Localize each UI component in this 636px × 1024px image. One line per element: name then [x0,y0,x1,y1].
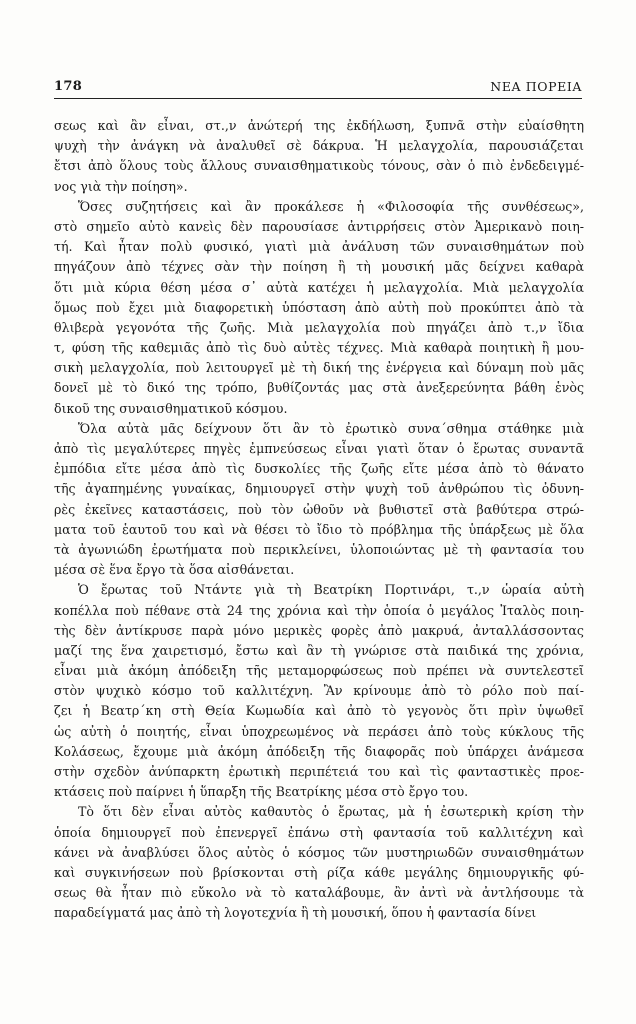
text-line: Ὅλα αὐτὰ μᾶς δείχνουν ὅτι ἂν τὸ ἐρωτικὸ συνα΄σθημα στάθηκε μιὰ [78,420,584,436]
text-line: νος γιὰ τὴν ποίηση». [54,178,188,194]
text-line: σεως θὰ ἦταν πιὸ εὔκολο νὰ τὸ καταλάβουμε, ἂν ἀντὶ νὰ ἀντλήσουμε τὰ [54,885,584,901]
text-line: σεως καὶ ἂν εἶναι, στ.,ν ἀνώτερή της ἐκδήλωση, ξυπνᾶ στὴν εὐαίσθητη [54,118,584,133]
text-line: εἶναι μιὰ ἀκόμη ἀπόδειξη τῆς μεταμορφώσεως ποὺ πρέπει νὰ συντελεστεῖ [54,663,584,679]
page-number: 178 [54,79,83,94]
text-line: στὸ σημεῖο αὐτὸ κανεὶς δὲν παρουσίασε ἀντιρρήσεις στὸν Ἀμερικανὸ ποιη- [54,218,584,234]
text-line: στὴν σχεδὸν ἀνύπαρκτη ἐρωτικὴ περιπέτειά του καὶ τὶς φανταστικὲς προε- [54,764,584,779]
text-line: δικοῦ της συναισθηματικοῦ κόσμου. [54,400,288,416]
text-line: ἐμπόδια εἴτε μέσα ἀπὸ τὶς δυσκολίες τῆς ζωῆς εἴτε μέσα ἀπὸ τὸ θάνατο [54,461,584,477]
text-line: δονεῖ μὲ τὸ δικό της τρόπο, βυθίζοντάς μας στὰ ἀνεξερεύνητα βάθη ἑνὸς [54,380,584,396]
paragraph [54,802,584,923]
text-line: κάνει νὰ ἀναβλύσει ὅλος αὐτὸς ὁ κόσμος τῶν μυστηριωδῶν συναισθημάτων [54,844,584,860]
running-title: ΝΕΑ ΠΟΡΕΙΑ [490,79,582,94]
text-line: παραδείγματά μας ἀπὸ τὴ λογοτεχνία ἢ τὴ μουσική, ὅπου ἡ φαντασία δίνει [54,905,537,921]
text-line: καὶ συγκινήσεων ποὺ βρίσκονται στὴ ρίζα κάθε μεγάλης δημιουργικῆς φύ- [54,864,584,880]
text-line: κοπέλλα ποὺ πέθανε στὰ 24 της χρόνια καὶ τὴν ὁποία ὁ μεγάλος Ἰταλὸς ποιη- [54,602,584,618]
text-line: Ὅσες συζητήσεις καὶ ἂν προκάλεσε ἡ «Φιλοσοφία τῆς συνθέσεως», [78,198,584,214]
paragraph [54,419,584,581]
text-line: μαζί της ἕνα χαιρετισμό, ἔστω καὶ ἂν τὴ γνώρισε στὰ παιδικά της χρόνια, [54,642,584,658]
text-line: ρὲς ἐκεῖνες καταστάσεις, ποὺ τὸν ὠθοῦν νὰ βυθιστεῖ στὰ βαθύτερα στρώ- [54,501,584,517]
text-line: ἔτσι ἀπὸ ὅλους τοὺς ἄλλους συναισθηματικοὺς τόνους, σὰν ὁ πιὸ ἐνδεδειγμέ- [54,158,584,174]
text-line: πηγάζουν ἀπὸ τέχνες σὰν τὴν ποίηση ἢ τὴ μουσική μᾶς δείχνει καθαρὰ [54,259,584,275]
text-line: Τὸ ὅτι δὲν εἶναι αὐτὸς καθαυτὸς ὁ ἔρωτας, μὰ ἡ ἐσωτερικὴ κρίση τὴν [78,804,584,820]
text-line: τή. Καὶ ἦταν πολὺ φυσικό, γιατὶ μιὰ ἀνάλυση τῶν συναισθημάτων ποὺ [54,239,584,255]
text-line: μέσα σὲ ἕνα ἔργο τὰ ὅσα αἰσθάνεται. [54,562,295,578]
paragraph [54,580,584,802]
text-line: τῆς ἀγαπημένης γυναίκας, δημιουργεῖ στὴν ψυχὴ τοῦ ἀνθρώπου τὶς ὀδυνη- [54,481,584,497]
text-line: ὡς αὐτὴ ὁ ποιητής, εἶναι ὑποχρεωμένος νὰ περάσει ἀπὸ τοὺς κύκλους τῆς [54,723,584,739]
text-line: ζει ἡ Βεατρ΄κη στὴ Θεία Κωμωδία καὶ ἀπὸ τὸ γεγονὸς ὅτι πρὶν ὑψωθεῖ [54,703,584,719]
text-line: ὅμως ποὺ ἔχει μιὰ διαφορετικὴ ὑπόσταση ἀπὸ αὐτὴ ποὺ προκύπτει ἀπὸ τὰ [54,299,584,315]
text-line: ὅτι μιὰ κύρια θέση μέσα σ᾽ αὐτὰ κατέχει ἡ μελαγχολία. Μιὰ μελαγχολία [54,279,584,295]
text-line: Ὁ ἔρωτας τοῦ Ντάντε γιὰ τὴ Βεατρίκη Πορτινάρι, τ.,ν ὡραία αὐτὴ [78,582,584,598]
text-line: τ, φύση τῆς καθεμιᾶς ἀπὸ τὶς δυὸ αὐτὲς τέχνες. Μιὰ καθαρὰ ποιητικὴ ἢ μου- [54,340,584,356]
text-line: Κολάσεως, ἔχουμε μιὰ ἀκόμη ἀπόδειξη τῆς διαφορᾶς ποὺ ὑπάρχει ἀνάμεσα [54,743,584,759]
paragraph [54,197,584,419]
text-line: τὴς δὲν ἀντίκρυσε παρὰ μόνο μερικὲς φορὲς ἀπὸ μακρυά, ἀνταλλάσσοντας [54,622,584,638]
body-text [54,116,584,924]
text-line: σικὴ μελαγχολία, ποὺ λειτουργεῖ μὲ τὴ δική της ἐνέργεια καὶ δύναμη ποὺ μᾶς [54,360,584,376]
text-line: ὁποία δημιουργεῖ ποὺ ἐπενεργεῖ ἐπάνω στὴ φαντασία τοῦ καλλιτέχνη καὶ [54,824,584,840]
text-line: τὰ ἀγωνιώδη ἐρωτήματα ποὺ περικλείνει, ὑλοποιώντας μὲ τὴ φαντασία του [54,541,584,557]
text-line: στὸν ψυχικὸ κόσμο τοῦ καλλιτέχνη. Ἂν κρίνουμε ἀπὸ τὸ ρόλο ποὺ παί- [54,683,584,699]
text-line: ψυχὴ τὴν ἀνάγκη νὰ ἀναλυθεῖ σὲ δάκρυα. Ἡ μελαγχολία, παρουσιάζεται [54,138,584,154]
paragraph [54,116,584,197]
text-line: ματα τοῦ ἑαυτοῦ του καὶ νὰ θέσει τὸ ἴδιο τὸ πρόβλημα τῆς ὑπάρξεως μὲ ὅλα [54,521,584,537]
page-header [54,78,582,99]
text-line: ἀπὸ τὶς μεγαλύτερες πηγὲς ἐμπνεύσεως εἶναι γιατὶ ὅταν ὁ ἔρωτας συναντᾶ [54,441,584,456]
text-line: κτάσεις ποὺ παίρνει ἡ ὕπαρξη τῆς Βεατρίκης μέσα στὸ ἔργο του. [54,784,469,800]
text-line: θλιβερὰ γεγονότα τῆς ζωῆς. Μιὰ μελαγχολία ποὺ πηγάζει ἀπὸ τ.,ν ἴδια [54,319,584,335]
